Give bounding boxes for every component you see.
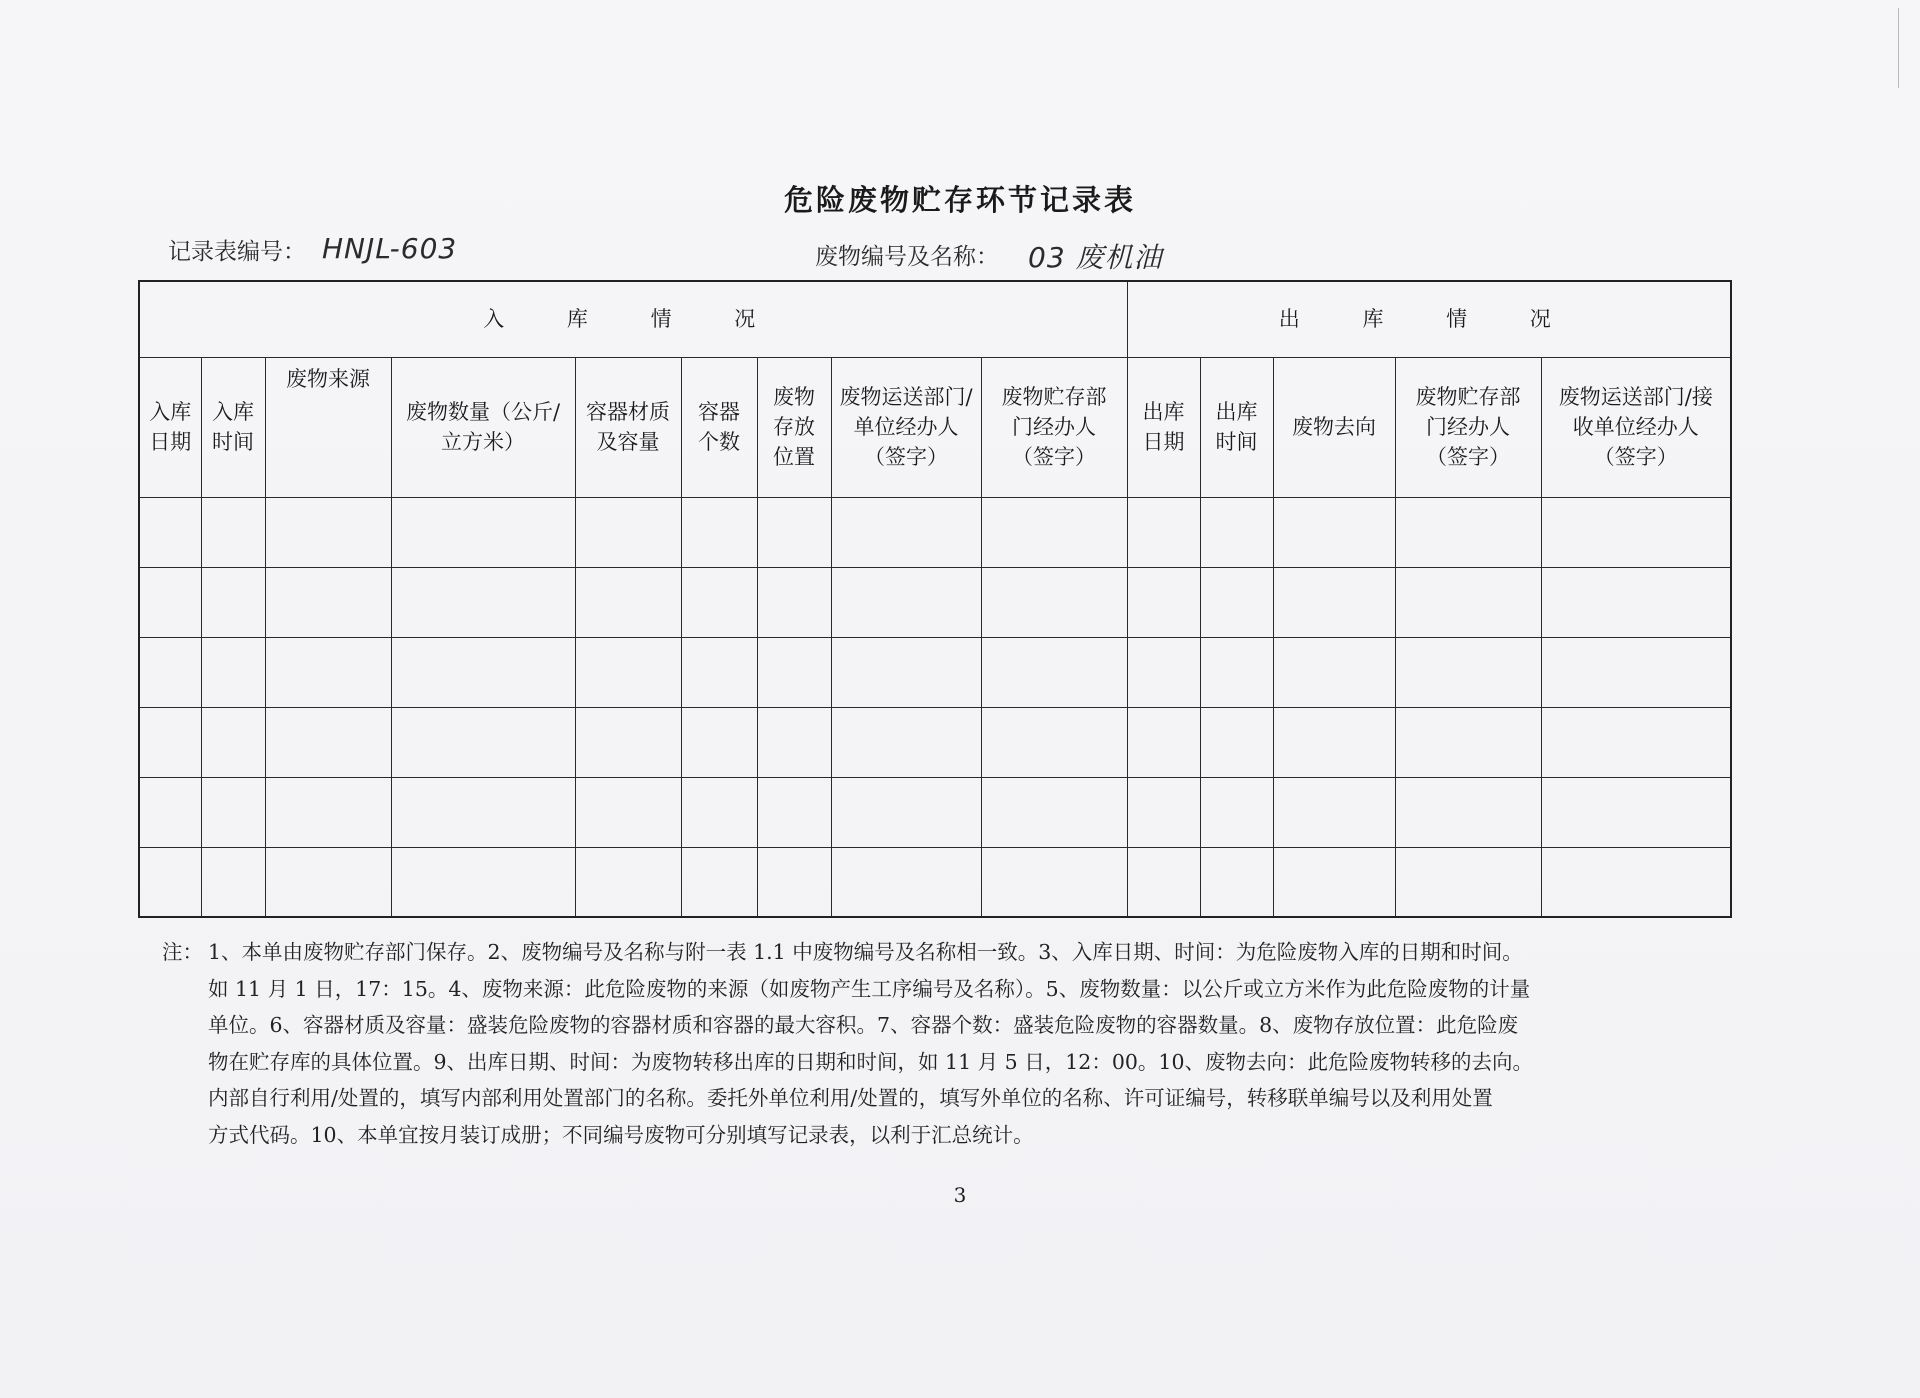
table-row — [139, 777, 1731, 847]
table-row — [139, 707, 1731, 777]
notes-block — [162, 934, 1732, 1153]
record-table — [138, 280, 1732, 918]
note-line: 方式代码。10、本单宜按月装订成册；不同编号废物可分别填写记录表，以利于汇总统计。 — [208, 1122, 1034, 1147]
form-title: 危险废物贮存环节记录表 — [783, 183, 1136, 217]
col-out-time: 出库时间 — [1200, 357, 1273, 497]
section-in-header: 入 库 情 况 — [139, 281, 1127, 357]
col-destination: 废物去向 — [1273, 357, 1395, 497]
col-out-date: 出库日期 — [1127, 357, 1200, 497]
section-out-header: 出 库 情 况 — [1127, 281, 1731, 357]
table-row — [139, 847, 1731, 917]
col-receiver-handler: 废物运送部门/接收单位经办人（签字） — [1541, 357, 1731, 497]
record-no-label: 记录表编号： — [168, 239, 306, 265]
waste-label: 废物编号及名称： — [815, 244, 999, 270]
page-number: 3 — [953, 1183, 967, 1207]
col-in-date: 入库日期 — [139, 357, 201, 497]
scan-edge-mark — [1898, 8, 1903, 88]
note-line: 物在贮存库的具体位置。9、出库日期、时间：为废物转移出库的日期和时间，如 11 月 5 日，12：00。10、废物去向：此危险废物转移的去向。 — [208, 1049, 1533, 1074]
col-container-count: 容器个数 — [681, 357, 757, 497]
notes-prefix: 注： — [162, 940, 203, 964]
col-quantity: 废物数量（公斤/立方米） — [391, 357, 575, 497]
col-source: 废物来源 — [265, 357, 391, 497]
col-in-time: 入库时间 — [201, 357, 265, 497]
table-row — [139, 497, 1731, 567]
col-storage-handler-in: 废物贮存部门经办人（签字） — [981, 357, 1127, 497]
note-line: 单位。6、容器材质及容量：盛装危险废物的容器材质和容器的最大容积。7、容器个数：盛装危险废物的容器数量。8、废物存放位置：此危险废 — [208, 1013, 1519, 1037]
note-line: 内部自行利用/处置的，填写内部利用处置部门的名称。委托外单位利用/处置的，填写外单位的名称、许可证编号，转移联单编号以及利用处置 — [208, 1086, 1493, 1110]
col-container-material: 容器材质及容量 — [575, 357, 681, 497]
col-storage-location: 废物存放位置 — [757, 357, 831, 497]
note-line: 如 11 月 1 日，17：15。4、废物来源：此危险废物的来源（如废物产生工序编号及名称）。5、废物数量：以公斤或立方米作为此危险废物的计量 — [208, 976, 1531, 1001]
record-no-value: HNJL-603 — [322, 232, 458, 265]
column-header-row — [139, 357, 1731, 497]
col-transport-handler: 废物运送部门/单位经办人（签字） — [831, 357, 981, 497]
waste-value: 03 废机油 — [1028, 241, 1163, 274]
table-row — [139, 637, 1731, 707]
col-storage-handler-out: 废物贮存部门经办人（签字） — [1395, 357, 1541, 497]
table-row — [139, 567, 1731, 637]
note-line: 1、本单由废物贮存部门保存。2、废物编号及名称与附一表 1.1 中废物编号及名称相一致。3、入库日期、时间：为危险废物入库的日期和时间。 — [208, 940, 1523, 964]
